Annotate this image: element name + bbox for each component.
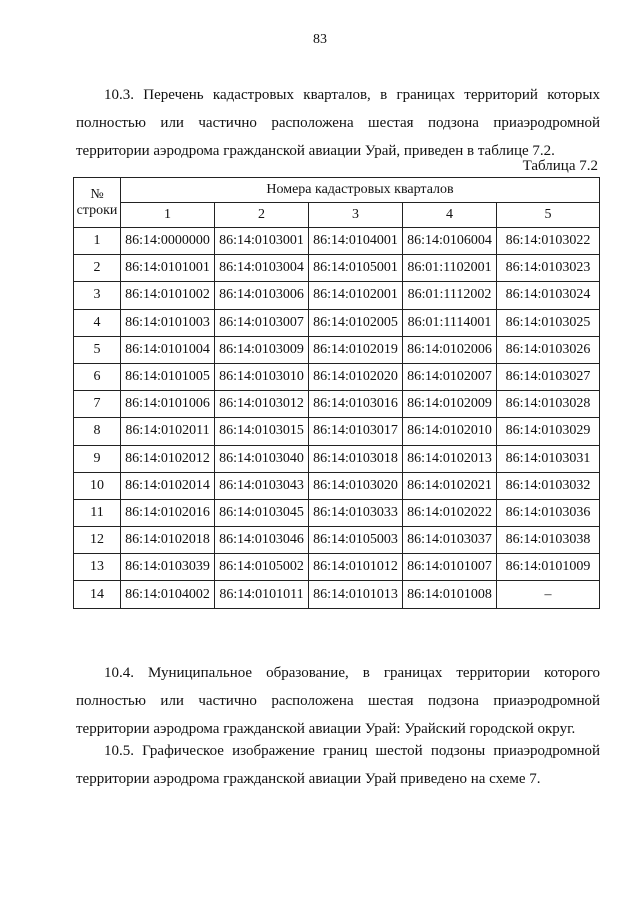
cadastral-number-cell: 86:14:0103026 <box>497 336 600 363</box>
group-header: Номера кадастровых кварталов <box>121 178 600 203</box>
row-number-cell: 1 <box>74 228 121 255</box>
row-number-cell: 13 <box>74 554 121 581</box>
table-row <box>74 391 600 418</box>
cadastral-number-cell: 86:14:0102013 <box>403 445 497 472</box>
cadastral-number-cell: 86:14:0103022 <box>497 228 600 255</box>
table-row <box>74 228 600 255</box>
cadastral-number-cell: 86:14:0101001 <box>121 255 215 282</box>
cadastral-number-cell: 86:14:0102021 <box>403 472 497 499</box>
cadastral-number-cell: 86:14:0103010 <box>215 363 309 390</box>
row-number-header-line2: строки <box>76 202 118 218</box>
cadastral-number-cell: 86:14:0103039 <box>121 554 215 581</box>
table-row <box>74 255 600 282</box>
cadastral-number-cell: 86:14:0101006 <box>121 391 215 418</box>
cadastral-number-cell: 86:01:1102001 <box>403 255 497 282</box>
table-caption: Таблица 7.2 <box>522 158 598 174</box>
cadastral-number-cell: 86:14:0106004 <box>403 228 497 255</box>
cadastral-number-cell: 86:14:0103038 <box>497 527 600 554</box>
cadastral-number-cell: 86:14:0105001 <box>309 255 403 282</box>
row-number-header-line1: № <box>90 186 104 202</box>
cadastral-number-cell: 86:14:0101009 <box>497 554 600 581</box>
cadastral-number-cell: 86:14:0103009 <box>215 336 309 363</box>
cadastral-number-cell: 86:14:0101012 <box>309 554 403 581</box>
cadastral-number-cell: 86:14:0103012 <box>215 391 309 418</box>
table-row <box>74 581 600 608</box>
page-number: 83 <box>313 32 327 47</box>
column-number-row <box>74 203 600 228</box>
column-number: 4 <box>403 203 497 228</box>
cadastral-number-cell: 86:14:0103023 <box>497 255 600 282</box>
cadastral-number-cell: 86:14:0103007 <box>215 309 309 336</box>
row-number-cell: 8 <box>74 418 121 445</box>
row-number-cell: 10 <box>74 472 121 499</box>
cadastral-number-cell: 86:14:0103043 <box>215 472 309 499</box>
cadastral-number-cell: 86:14:0104001 <box>309 228 403 255</box>
cadastral-number-cell: 86:14:0101002 <box>121 282 215 309</box>
row-number-cell: 7 <box>74 391 121 418</box>
cadastral-number-cell: 86:14:0103046 <box>215 527 309 554</box>
cadastral-number-cell: 86:14:0102009 <box>403 391 497 418</box>
column-number: 2 <box>215 203 309 228</box>
cadastral-number-cell: 86:14:0102010 <box>403 418 497 445</box>
cadastral-number-cell: 86:14:0101004 <box>121 336 215 363</box>
paragraph-10-5: 10.5. Графическое изображение границ шестой подзоны приаэродромной территории аэродрома гражданской авиации Урай приведено на схеме 7. <box>76 743 600 787</box>
paragraph-10-3: 10.3. Перечень кадастровых кварталов, в границах территорий которых полностью или частично расположена шестая подзона приаэродромной территории аэродрома гражданской авиации Урай, приведен в таблице 7.2. <box>76 87 600 159</box>
row-number-cell: 14 <box>74 581 121 608</box>
cadastral-number-cell: 86:14:0102019 <box>309 336 403 363</box>
cadastral-number-cell: 86:14:0103016 <box>309 391 403 418</box>
cadastral-number-cell: 86:14:0102001 <box>309 282 403 309</box>
cadastral-number-cell: 86:14:0102022 <box>403 499 497 526</box>
cadastral-number-cell: 86:14:0101007 <box>403 554 497 581</box>
table-row <box>74 363 600 390</box>
cadastral-number-cell: 86:14:0101008 <box>403 581 497 608</box>
table-row <box>74 445 600 472</box>
cadastral-number-cell: 86:14:0102005 <box>309 309 403 336</box>
cadastral-number-cell: 86:01:1114001 <box>403 309 497 336</box>
cadastral-number-cell: 86:14:0101013 <box>309 581 403 608</box>
cadastral-quarters-table <box>73 177 600 609</box>
cadastral-number-cell: 86:14:0103036 <box>497 499 600 526</box>
cadastral-number-cell: 86:14:0101011 <box>215 581 309 608</box>
cadastral-number-cell: 86:14:0103020 <box>309 472 403 499</box>
cadastral-number-cell: 86:14:0103004 <box>215 255 309 282</box>
cadastral-number-cell: 86:14:0103018 <box>309 445 403 472</box>
cadastral-number-cell: 86:14:0103045 <box>215 499 309 526</box>
cadastral-number-cell: 86:14:0103040 <box>215 445 309 472</box>
cadastral-number-cell: 86:14:0104002 <box>121 581 215 608</box>
row-number-cell: 3 <box>74 282 121 309</box>
column-number: 1 <box>121 203 215 228</box>
cadastral-number-cell: 86:14:0102006 <box>403 336 497 363</box>
cadastral-number-cell: – <box>497 581 600 608</box>
row-number-cell: 5 <box>74 336 121 363</box>
cadastral-number-cell: 86:14:0103006 <box>215 282 309 309</box>
table-row <box>74 309 600 336</box>
cadastral-number-cell: 86:14:0105003 <box>309 527 403 554</box>
cadastral-number-cell: 86:14:0103037 <box>403 527 497 554</box>
cadastral-number-cell: 86:14:0105002 <box>215 554 309 581</box>
table-row <box>74 282 600 309</box>
table-row <box>74 527 600 554</box>
cadastral-number-cell: 86:14:0103033 <box>309 499 403 526</box>
cadastral-number-cell: 86:14:0102007 <box>403 363 497 390</box>
cadastral-number-cell: 86:14:0000000 <box>121 228 215 255</box>
column-number: 3 <box>309 203 403 228</box>
row-number-cell: 12 <box>74 527 121 554</box>
cadastral-number-cell: 86:14:0102014 <box>121 472 215 499</box>
table-row <box>74 418 600 445</box>
cadastral-number-cell: 86:14:0103029 <box>497 418 600 445</box>
cadastral-number-cell: 86:14:0103024 <box>497 282 600 309</box>
cadastral-number-cell: 86:14:0103001 <box>215 228 309 255</box>
table-row <box>74 499 600 526</box>
cadastral-number-cell: 86:14:0103028 <box>497 391 600 418</box>
table-row <box>74 554 600 581</box>
table-row <box>74 472 600 499</box>
row-number-cell: 9 <box>74 445 121 472</box>
cadastral-number-cell: 86:14:0103027 <box>497 363 600 390</box>
cadastral-number-cell: 86:14:0103032 <box>497 472 600 499</box>
row-number-cell: 11 <box>74 499 121 526</box>
cadastral-number-cell: 86:14:0103017 <box>309 418 403 445</box>
row-number-header <box>74 178 121 228</box>
cadastral-number-cell: 86:14:0102012 <box>121 445 215 472</box>
cadastral-number-cell: 86:01:1112002 <box>403 282 497 309</box>
cadastral-number-cell: 86:14:0103031 <box>497 445 600 472</box>
row-number-cell: 4 <box>74 309 121 336</box>
table-row <box>74 336 600 363</box>
cadastral-number-cell: 86:14:0102018 <box>121 527 215 554</box>
row-number-cell: 2 <box>74 255 121 282</box>
cadastral-number-cell: 86:14:0103015 <box>215 418 309 445</box>
cadastral-number-cell: 86:14:0101003 <box>121 309 215 336</box>
cadastral-number-cell: 86:14:0101005 <box>121 363 215 390</box>
cadastral-number-cell: 86:14:0103025 <box>497 309 600 336</box>
cadastral-number-cell: 86:14:0102011 <box>121 418 215 445</box>
row-number-cell: 6 <box>74 363 121 390</box>
column-number: 5 <box>497 203 600 228</box>
cadastral-number-cell: 86:14:0102016 <box>121 499 215 526</box>
cadastral-number-cell: 86:14:0102020 <box>309 363 403 390</box>
table-header-row <box>74 178 600 203</box>
paragraph-10-4: 10.4. Муниципальное образование, в границах территории которого полностью или частично расположена шестая подзона приаэродромной территории аэродрома гражданской авиации Урай: Урайский городской округ. <box>76 665 600 737</box>
